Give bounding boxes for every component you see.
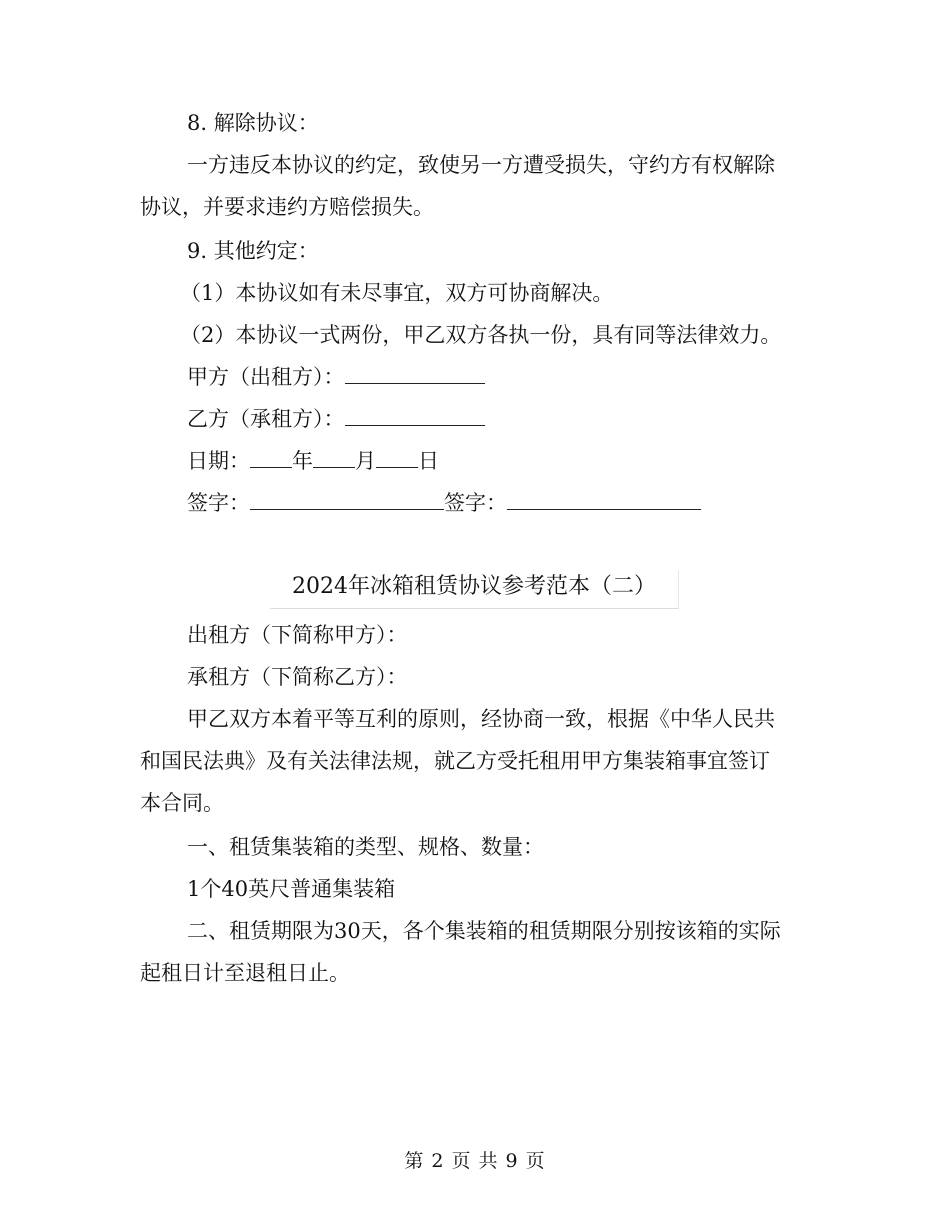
month-label: 月 bbox=[355, 449, 376, 473]
sign-blank-2[interactable] bbox=[507, 489, 701, 510]
lessee-line: 承租方（下简称乙方）： bbox=[187, 665, 408, 689]
sign-blank-1[interactable] bbox=[250, 489, 444, 510]
clause-1-heading: 一、租赁集装箱的类型、规格、数量： bbox=[187, 835, 544, 859]
clause-1-value: 1个40英尺普通集装箱 bbox=[187, 877, 396, 901]
contract-2-title: 2024年冰箱租赁协议参考范本（二） bbox=[270, 570, 679, 609]
party-a-label: 甲方（出租方）： bbox=[187, 365, 345, 389]
clause-2-line-2: 起租日计至退租日止。 bbox=[140, 961, 350, 985]
section-8-text-line-2: 协议，并要求违约方赔偿损失。 bbox=[140, 195, 434, 219]
party-a-signature-row bbox=[187, 362, 485, 392]
year-label: 年 bbox=[292, 449, 313, 473]
month-blank[interactable] bbox=[313, 447, 355, 468]
intro-line-2: 和国民法典》及有关法律法规，就乙方受托租用甲方集装箱事宜签订 bbox=[140, 749, 770, 773]
section-9-item-1: （1）本协议如有未尽事宜，双方可协商解决。 bbox=[180, 281, 614, 305]
section-9-item-2: （2）本协议一式两份，甲乙双方各执一份，具有同等法律效力。 bbox=[180, 323, 782, 347]
party-b-label: 乙方（承租方）： bbox=[187, 407, 345, 431]
day-label: 日 bbox=[418, 449, 439, 473]
date-label: 日期： bbox=[187, 449, 250, 473]
page-footer: 第 2 页 共 9 页 bbox=[404, 1150, 546, 1172]
section-8-text-line-1: 一方违反本协议的约定，致使另一方遭受损失，守约方有权解除 bbox=[187, 153, 775, 177]
party-b-blank[interactable] bbox=[345, 405, 485, 426]
date-row bbox=[187, 446, 439, 476]
sign-label-1: 签字： bbox=[187, 491, 250, 515]
section-8-heading: 8. 解除协议： bbox=[187, 111, 319, 135]
party-a-blank[interactable] bbox=[345, 363, 485, 384]
day-blank[interactable] bbox=[376, 447, 418, 468]
section-9-heading: 9. 其他约定： bbox=[187, 239, 319, 263]
year-blank[interactable] bbox=[250, 447, 292, 468]
lessor-line: 出租方（下简称甲方）： bbox=[187, 623, 408, 647]
intro-line-1: 甲乙双方本着平等互利的原则，经协商一致，根据《中华人民共 bbox=[187, 707, 775, 731]
intro-line-3: 本合同。 bbox=[140, 791, 224, 815]
sign-label-2: 签字： bbox=[444, 491, 507, 515]
clause-2-line-1: 二、租赁期限为30天，各个集装箱的租赁期限分别按该箱的实际 bbox=[187, 919, 781, 943]
party-b-signature-row bbox=[187, 404, 485, 434]
sign-row bbox=[187, 488, 701, 518]
